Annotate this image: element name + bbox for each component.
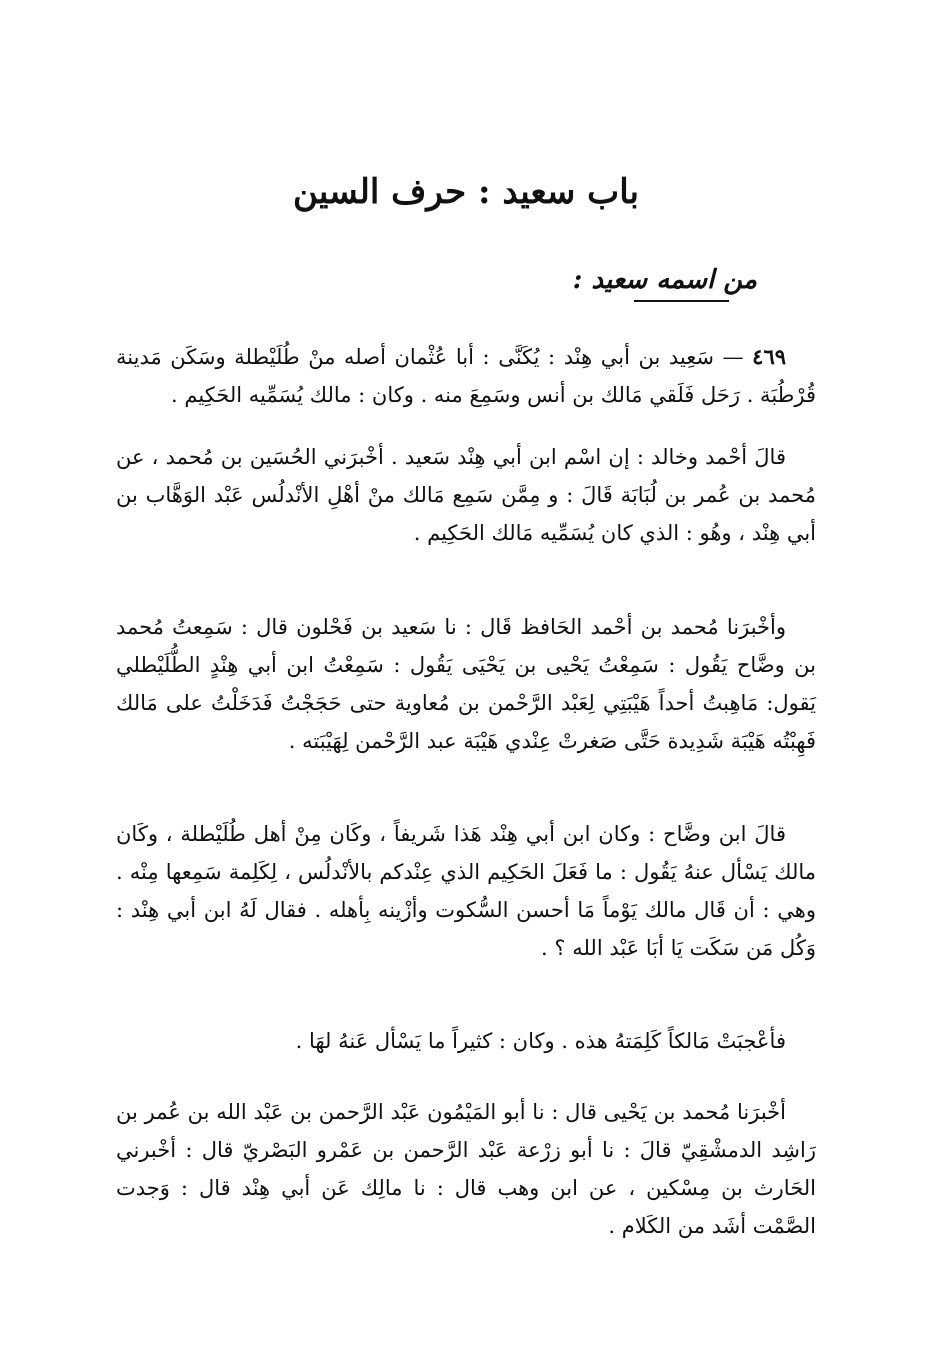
paragraph-text: قالَ أحْمد وخالد : إن اسْم ابن أبي هِنْد سَعيد . أخْبرَني الحُسَين بن مُحمد ، عن مُحمد بن عُمر بن لُبَابَة قَالَ : و مِمَّن سَمِع مَالك منْ أهْلِ الأنْدلُس عَبْد الوَهَّاب بن أبي هِنْد ، وهُو : الذي كان يُسَمِّيه مَالك الحَكِيم . <box>116 445 816 545</box>
entry-number: ٤٦٩ <box>752 344 787 369</box>
chapter-title: باب سعيد : حرف السين <box>292 172 640 212</box>
section-heading-underline <box>634 300 729 302</box>
entry-line <box>116 338 816 414</box>
paragraph-4 <box>116 1022 816 1060</box>
entry-paragraph <box>116 338 816 414</box>
section-heading <box>573 262 757 302</box>
paragraph-text: فأعْجبَتْ مَالكاً كَلِمَتهُ هذه . وكان : كثيراً ما يَسْأل عَنهُ لهَا . <box>295 1029 786 1053</box>
paragraph-text: أخْبرَنا مُحمد بن يَحْيى قال : نا أبو المَيْمُون عَبْد الرَّحمن بن عَبْد الله بن عُمر بن رَاشِد الدمشْقِيّ قالَ : نا أبو زرْعة عَبْد الرَّحمن بن عَمْرو البَصْريّ قال : أخْبرني الحَارث بن مِسْكين ، عن ابن وهب قال : نا مالِك عَن أبي هِنْد قال : وَجدت الصَّمْت أشَد من الكَلام . <box>116 1100 816 1238</box>
paragraph-2 <box>116 608 816 760</box>
section-heading-text: من اسمه سعيد : <box>572 265 757 295</box>
paragraph-text: وأخْبرَنا مُحمد بن أحْمد الحَافظ قَال : نا سَعيد بن فَحْلون قال : سَمِعتُ مُحمد بن وضَّاح يَقُول : سَمِعْتُ يَحْيى بن يَحْيَى يَقُول : سَمِعْتُ ابن أبي هِنْدٍ الطُّلَيْطلي يَقول: مَاهِبتُ أحداً هَيْبَتِي لِعَبْد الرَّحْمن بن مُعاوية حتى حَجَجْتُ فَدَخَلْتُ على مَالك فَهِبْتُه هَيْبَة شَدِيدة حَتَّى صَغرتْ عِنْدي هَيْبَة عبد الرَّحْمن لِهَيْبَته . <box>116 615 816 753</box>
entry-text: سَعِيد بن أبي هِنْد : يُكَنَّى : أبا عُثْمان أصله منْ طُلَيْطلة وسَكَن مَدينة قُرْطُبَة . رَحَل فَلَقي مَالك بن أنس وسَمِعَ منه . وكان : مالك يُسَمِّيه الحَكِيم . <box>116 345 816 407</box>
paragraph-text: قالَ ابن وضَّاح : وكان ابن أبي هِنْد هَذا شَريفاً ، وكَان مِنْ أهل طُلَيْطلة ، وكَان مالك يَسْأل عنهُ يَقُول : ما فَعَلَ الحَكِيم الذي عِنْدكم بالأنْدلُس ، لِكَلِمة سَمِعها مِنْه . وهي : أن قَال مالك يَوْماً مَا أحسن السُّكوت وأزْينه بِأهله . فقال لَهُ ابن أبي هِنْد : وَكُل مَن سَكَت يَا أبَا عَبْد الله ؟ . <box>116 822 816 960</box>
paragraph-1 <box>116 438 816 552</box>
paragraph-3 <box>116 815 816 967</box>
entry-dash: — <box>722 345 744 369</box>
paragraph-5 <box>116 1093 816 1245</box>
